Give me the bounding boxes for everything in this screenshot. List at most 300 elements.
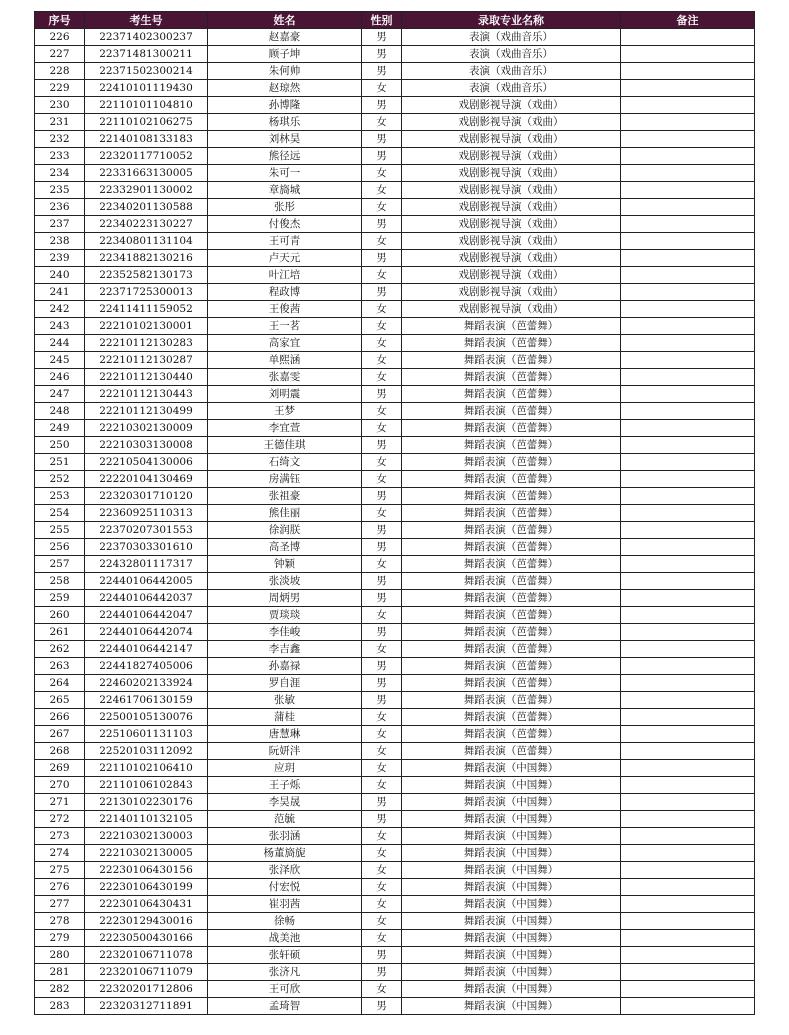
cell-exam-id: 22460202133924 — [85, 675, 208, 692]
cell-gender: 女 — [362, 828, 402, 845]
cell-index: 259 — [35, 590, 85, 607]
cell-name: 唐慧琳 — [208, 726, 362, 743]
cell-exam-id: 22230106430199 — [85, 879, 208, 896]
cell-name: 付宏悦 — [208, 879, 362, 896]
cell-remarks — [621, 794, 755, 811]
cell-gender: 男 — [362, 46, 402, 63]
table-row — [35, 556, 755, 573]
cell-index: 238 — [35, 233, 85, 250]
cell-name: 赵嘉豪 — [208, 29, 362, 46]
cell-index: 280 — [35, 947, 85, 964]
cell-index: 275 — [35, 862, 85, 879]
cell-major: 舞蹈表演（中国舞） — [402, 947, 621, 964]
cell-gender: 女 — [362, 777, 402, 794]
cell-name: 张彤 — [208, 199, 362, 216]
cell-gender: 男 — [362, 658, 402, 675]
col-header-major: 录取专业名称 — [402, 12, 621, 29]
cell-exam-id: 22371481300211 — [85, 46, 208, 63]
cell-index: 242 — [35, 301, 85, 318]
cell-major: 戏剧影视导演（戏曲） — [402, 199, 621, 216]
cell-name: 王梦 — [208, 403, 362, 420]
cell-exam-id: 22332901130002 — [85, 182, 208, 199]
cell-name: 孙嘉禄 — [208, 658, 362, 675]
cell-exam-id: 22441827405006 — [85, 658, 208, 675]
cell-gender: 男 — [362, 692, 402, 709]
cell-name: 应玥 — [208, 760, 362, 777]
col-header-gender: 性别 — [362, 12, 402, 29]
cell-exam-id: 22210102130001 — [85, 318, 208, 335]
cell-name: 付俊杰 — [208, 216, 362, 233]
header-row — [35, 12, 755, 29]
cell-major: 舞蹈表演（中国舞） — [402, 862, 621, 879]
cell-index: 233 — [35, 148, 85, 165]
cell-gender: 男 — [362, 437, 402, 454]
cell-major: 舞蹈表演（中国舞） — [402, 845, 621, 862]
cell-remarks — [621, 301, 755, 318]
cell-index: 278 — [35, 913, 85, 930]
cell-index: 277 — [35, 896, 85, 913]
cell-name: 崔羽茜 — [208, 896, 362, 913]
cell-remarks — [621, 369, 755, 386]
cell-exam-id: 22110102106410 — [85, 760, 208, 777]
table-row — [35, 896, 755, 913]
col-header-name: 姓名 — [208, 12, 362, 29]
table-row — [35, 420, 755, 437]
cell-gender: 女 — [362, 930, 402, 947]
cell-major: 舞蹈表演（芭蕾舞） — [402, 607, 621, 624]
cell-major: 舞蹈表演（中国舞） — [402, 811, 621, 828]
cell-gender: 女 — [362, 80, 402, 97]
table-row — [35, 80, 755, 97]
cell-gender: 女 — [362, 913, 402, 930]
cell-gender: 男 — [362, 624, 402, 641]
cell-name: 周炳男 — [208, 590, 362, 607]
cell-index: 272 — [35, 811, 85, 828]
cell-major: 舞蹈表演（芭蕾舞） — [402, 335, 621, 352]
table-row — [35, 573, 755, 590]
cell-major: 戏剧影视导演（戏曲） — [402, 233, 621, 250]
cell-major: 舞蹈表演（芭蕾舞） — [402, 386, 621, 403]
cell-gender: 男 — [362, 947, 402, 964]
cell-gender: 女 — [362, 981, 402, 998]
cell-remarks — [621, 505, 755, 522]
cell-gender: 男 — [362, 63, 402, 80]
table-row — [35, 794, 755, 811]
cell-exam-id: 22210112130283 — [85, 335, 208, 352]
cell-index: 256 — [35, 539, 85, 556]
cell-remarks — [621, 675, 755, 692]
cell-major: 舞蹈表演（芭蕾舞） — [402, 437, 621, 454]
table-row — [35, 947, 755, 964]
cell-major: 表演（戏曲音乐） — [402, 46, 621, 63]
cell-index: 228 — [35, 63, 85, 80]
cell-major: 舞蹈表演（芭蕾舞） — [402, 505, 621, 522]
cell-exam-id: 22371502300214 — [85, 63, 208, 80]
cell-major: 舞蹈表演（芭蕾舞） — [402, 743, 621, 760]
cell-name: 李吉鑫 — [208, 641, 362, 658]
cell-remarks — [621, 471, 755, 488]
table-row — [35, 981, 755, 998]
cell-name: 刘明震 — [208, 386, 362, 403]
cell-major: 戏剧影视导演（戏曲） — [402, 114, 621, 131]
cell-gender: 男 — [362, 794, 402, 811]
cell-major: 舞蹈表演（芭蕾舞） — [402, 624, 621, 641]
table-header — [35, 12, 755, 29]
cell-major: 戏剧影视导演（戏曲） — [402, 250, 621, 267]
cell-index: 269 — [35, 760, 85, 777]
cell-major: 舞蹈表演（芭蕾舞） — [402, 471, 621, 488]
table-row — [35, 641, 755, 658]
cell-index: 283 — [35, 998, 85, 1015]
table-row — [35, 233, 755, 250]
cell-remarks — [621, 998, 755, 1015]
cell-remarks — [621, 743, 755, 760]
cell-name: 范毓 — [208, 811, 362, 828]
cell-name: 张泽欣 — [208, 862, 362, 879]
cell-name: 罗自涯 — [208, 675, 362, 692]
cell-name: 孙博隆 — [208, 97, 362, 114]
cell-exam-id: 22130102230176 — [85, 794, 208, 811]
cell-name: 钟颖 — [208, 556, 362, 573]
cell-exam-id: 22320312711891 — [85, 998, 208, 1015]
cell-exam-id: 22440106442074 — [85, 624, 208, 641]
cell-remarks — [621, 386, 755, 403]
cell-gender: 女 — [362, 114, 402, 131]
cell-index: 279 — [35, 930, 85, 947]
cell-index: 262 — [35, 641, 85, 658]
cell-exam-id: 22510601131103 — [85, 726, 208, 743]
cell-remarks — [621, 131, 755, 148]
cell-exam-id: 22140108133183 — [85, 131, 208, 148]
table-row — [35, 624, 755, 641]
cell-remarks — [621, 862, 755, 879]
cell-major: 舞蹈表演（芭蕾舞） — [402, 369, 621, 386]
cell-remarks — [621, 760, 755, 777]
cell-name: 李佳峻 — [208, 624, 362, 641]
cell-index: 243 — [35, 318, 85, 335]
cell-name: 叶江培 — [208, 267, 362, 284]
admission-list — [34, 11, 755, 1015]
cell-remarks — [621, 539, 755, 556]
cell-remarks — [621, 182, 755, 199]
cell-exam-id: 22320106711078 — [85, 947, 208, 964]
cell-name: 阮妍泮 — [208, 743, 362, 760]
cell-remarks — [621, 709, 755, 726]
table-row — [35, 709, 755, 726]
cell-remarks — [621, 947, 755, 964]
cell-name: 王俊茜 — [208, 301, 362, 318]
cell-index: 254 — [35, 505, 85, 522]
table-row — [35, 777, 755, 794]
cell-index: 258 — [35, 573, 85, 590]
cell-index: 261 — [35, 624, 85, 641]
cell-name: 顾子坤 — [208, 46, 362, 63]
cell-gender: 女 — [362, 352, 402, 369]
cell-index: 240 — [35, 267, 85, 284]
cell-exam-id: 22210303130008 — [85, 437, 208, 454]
cell-name: 张轩硕 — [208, 947, 362, 964]
cell-gender: 男 — [362, 284, 402, 301]
cell-exam-id: 22340223130227 — [85, 216, 208, 233]
cell-remarks — [621, 403, 755, 420]
cell-gender: 女 — [362, 199, 402, 216]
col-header-exam-id: 考生号 — [85, 12, 208, 29]
cell-index: 273 — [35, 828, 85, 845]
cell-index: 281 — [35, 964, 85, 981]
cell-name: 王一茗 — [208, 318, 362, 335]
cell-exam-id: 22210302130005 — [85, 845, 208, 862]
table-row — [35, 352, 755, 369]
cell-index: 232 — [35, 131, 85, 148]
cell-name: 张嘉雯 — [208, 369, 362, 386]
cell-exam-id: 22230500430166 — [85, 930, 208, 947]
table-row — [35, 267, 755, 284]
cell-major: 舞蹈表演（芭蕾舞） — [402, 573, 621, 590]
cell-gender: 女 — [362, 845, 402, 862]
table-row — [35, 539, 755, 556]
cell-gender: 男 — [362, 522, 402, 539]
cell-major: 舞蹈表演（中国舞） — [402, 981, 621, 998]
table-row — [35, 590, 755, 607]
cell-major: 舞蹈表演（中国舞） — [402, 828, 621, 845]
cell-index: 227 — [35, 46, 85, 63]
cell-exam-id: 22230129430016 — [85, 913, 208, 930]
cell-major: 舞蹈表演（中国舞） — [402, 777, 621, 794]
cell-index: 236 — [35, 199, 85, 216]
cell-index: 248 — [35, 403, 85, 420]
cell-index: 249 — [35, 420, 85, 437]
cell-name: 杨琪乐 — [208, 114, 362, 131]
table-row — [35, 811, 755, 828]
cell-gender: 女 — [362, 182, 402, 199]
cell-gender: 女 — [362, 505, 402, 522]
cell-remarks — [621, 845, 755, 862]
cell-name: 贾琰琰 — [208, 607, 362, 624]
table-row — [35, 335, 755, 352]
cell-gender: 女 — [362, 862, 402, 879]
cell-exam-id: 22500105130076 — [85, 709, 208, 726]
cell-exam-id: 22461706130159 — [85, 692, 208, 709]
cell-name: 熊佳丽 — [208, 505, 362, 522]
cell-exam-id: 22220104130469 — [85, 471, 208, 488]
cell-exam-id: 22352582130173 — [85, 267, 208, 284]
cell-index: 234 — [35, 165, 85, 182]
table-row — [35, 726, 755, 743]
cell-index: 260 — [35, 607, 85, 624]
cell-name: 王可青 — [208, 233, 362, 250]
cell-exam-id: 22432801117317 — [85, 556, 208, 573]
cell-index: 257 — [35, 556, 85, 573]
cell-remarks — [621, 165, 755, 182]
cell-remarks — [621, 930, 755, 947]
col-header-index: 序号 — [35, 12, 85, 29]
cell-name: 张敏 — [208, 692, 362, 709]
cell-name: 章旖城 — [208, 182, 362, 199]
cell-major: 表演（戏曲音乐） — [402, 29, 621, 46]
cell-gender: 男 — [362, 97, 402, 114]
cell-exam-id: 22370207301553 — [85, 522, 208, 539]
cell-major: 戏剧影视导演（戏曲） — [402, 148, 621, 165]
cell-gender: 男 — [362, 386, 402, 403]
cell-exam-id: 22110102106275 — [85, 114, 208, 131]
cell-remarks — [621, 777, 755, 794]
cell-major: 戏剧影视导演（戏曲） — [402, 182, 621, 199]
table-row — [35, 998, 755, 1015]
cell-gender: 女 — [362, 709, 402, 726]
table-row — [35, 675, 755, 692]
cell-remarks — [621, 437, 755, 454]
cell-remarks — [621, 352, 755, 369]
cell-index: 235 — [35, 182, 85, 199]
table-row — [35, 182, 755, 199]
cell-gender: 女 — [362, 165, 402, 182]
admission-table — [34, 11, 755, 1015]
cell-gender: 女 — [362, 471, 402, 488]
cell-major: 舞蹈表演（中国舞） — [402, 760, 621, 777]
cell-name: 孟琦智 — [208, 998, 362, 1015]
cell-index: 247 — [35, 386, 85, 403]
cell-exam-id: 22370303301610 — [85, 539, 208, 556]
cell-gender: 男 — [362, 131, 402, 148]
cell-name: 朱可一 — [208, 165, 362, 182]
cell-gender: 女 — [362, 369, 402, 386]
cell-index: 282 — [35, 981, 85, 998]
cell-name: 杨董旖旎 — [208, 845, 362, 862]
table-row — [35, 488, 755, 505]
table-row — [35, 862, 755, 879]
table-row — [35, 216, 755, 233]
cell-name: 房满钰 — [208, 471, 362, 488]
cell-index: 226 — [35, 29, 85, 46]
cell-gender: 男 — [362, 29, 402, 46]
table-row — [35, 692, 755, 709]
cell-gender: 男 — [362, 539, 402, 556]
cell-name: 战美池 — [208, 930, 362, 947]
cell-major: 舞蹈表演（中国舞） — [402, 964, 621, 981]
cell-name: 高家宜 — [208, 335, 362, 352]
cell-index: 263 — [35, 658, 85, 675]
table-row — [35, 46, 755, 63]
cell-remarks — [621, 216, 755, 233]
cell-remarks — [621, 284, 755, 301]
cell-remarks — [621, 624, 755, 641]
cell-remarks — [621, 573, 755, 590]
cell-major: 戏剧影视导演（戏曲） — [402, 97, 621, 114]
cell-exam-id: 22210302130003 — [85, 828, 208, 845]
cell-gender: 女 — [362, 267, 402, 284]
cell-remarks — [621, 488, 755, 505]
cell-major: 戏剧影视导演（戏曲） — [402, 131, 621, 148]
cell-gender: 女 — [362, 641, 402, 658]
table-row — [35, 369, 755, 386]
cell-remarks — [621, 199, 755, 216]
table-row — [35, 828, 755, 845]
cell-exam-id: 22110101104810 — [85, 97, 208, 114]
cell-gender: 女 — [362, 335, 402, 352]
cell-gender: 女 — [362, 743, 402, 760]
cell-name: 刘林昊 — [208, 131, 362, 148]
cell-major: 舞蹈表演（芭蕾舞） — [402, 522, 621, 539]
cell-name: 李宜萱 — [208, 420, 362, 437]
table-row — [35, 301, 755, 318]
cell-major: 舞蹈表演（芭蕾舞） — [402, 539, 621, 556]
cell-remarks — [621, 641, 755, 658]
cell-exam-id: 22341882130216 — [85, 250, 208, 267]
cell-gender: 女 — [362, 403, 402, 420]
cell-exam-id: 22320201712806 — [85, 981, 208, 998]
table-row — [35, 522, 755, 539]
cell-name: 赵琼然 — [208, 80, 362, 97]
cell-major: 戏剧影视导演（戏曲） — [402, 216, 621, 233]
cell-remarks — [621, 267, 755, 284]
cell-name: 徐畅 — [208, 913, 362, 930]
cell-remarks — [621, 46, 755, 63]
cell-remarks — [621, 318, 755, 335]
table-row — [35, 607, 755, 624]
table-row — [35, 879, 755, 896]
cell-index: 237 — [35, 216, 85, 233]
cell-name: 张淡坡 — [208, 573, 362, 590]
cell-index: 252 — [35, 471, 85, 488]
table-row — [35, 913, 755, 930]
cell-gender: 女 — [362, 420, 402, 437]
cell-exam-id: 22440106442047 — [85, 607, 208, 624]
cell-gender: 男 — [362, 675, 402, 692]
table-row — [35, 930, 755, 947]
cell-major: 舞蹈表演（芭蕾舞） — [402, 318, 621, 335]
table-row — [35, 437, 755, 454]
cell-name: 张羽涵 — [208, 828, 362, 845]
cell-major: 舞蹈表演（芭蕾舞） — [402, 692, 621, 709]
cell-exam-id: 22210112130443 — [85, 386, 208, 403]
cell-exam-id: 22371725300013 — [85, 284, 208, 301]
cell-remarks — [621, 250, 755, 267]
cell-name: 朱何帅 — [208, 63, 362, 80]
cell-name: 高圣博 — [208, 539, 362, 556]
cell-remarks — [621, 607, 755, 624]
cell-name: 李昊晟 — [208, 794, 362, 811]
cell-exam-id: 22440106442147 — [85, 641, 208, 658]
cell-gender: 女 — [362, 233, 402, 250]
cell-major: 表演（戏曲音乐） — [402, 63, 621, 80]
cell-remarks — [621, 590, 755, 607]
cell-name: 王子烁 — [208, 777, 362, 794]
cell-index: 245 — [35, 352, 85, 369]
table-row — [35, 658, 755, 675]
cell-index: 250 — [35, 437, 85, 454]
cell-gender: 男 — [362, 250, 402, 267]
cell-major: 舞蹈表演（中国舞） — [402, 913, 621, 930]
cell-index: 229 — [35, 80, 85, 97]
cell-major: 舞蹈表演（中国舞） — [402, 930, 621, 947]
cell-exam-id: 22210504130006 — [85, 454, 208, 471]
cell-remarks — [621, 454, 755, 471]
cell-remarks — [621, 29, 755, 46]
cell-exam-id: 22331663130005 — [85, 165, 208, 182]
cell-gender: 男 — [362, 573, 402, 590]
cell-remarks — [621, 233, 755, 250]
cell-exam-id: 22520103112092 — [85, 743, 208, 760]
table-row — [35, 743, 755, 760]
cell-remarks — [621, 63, 755, 80]
cell-name: 张祖豪 — [208, 488, 362, 505]
cell-gender: 女 — [362, 454, 402, 471]
cell-name: 程政博 — [208, 284, 362, 301]
cell-gender: 女 — [362, 556, 402, 573]
cell-exam-id: 22110106102843 — [85, 777, 208, 794]
cell-exam-id: 22360925110313 — [85, 505, 208, 522]
cell-gender: 男 — [362, 590, 402, 607]
